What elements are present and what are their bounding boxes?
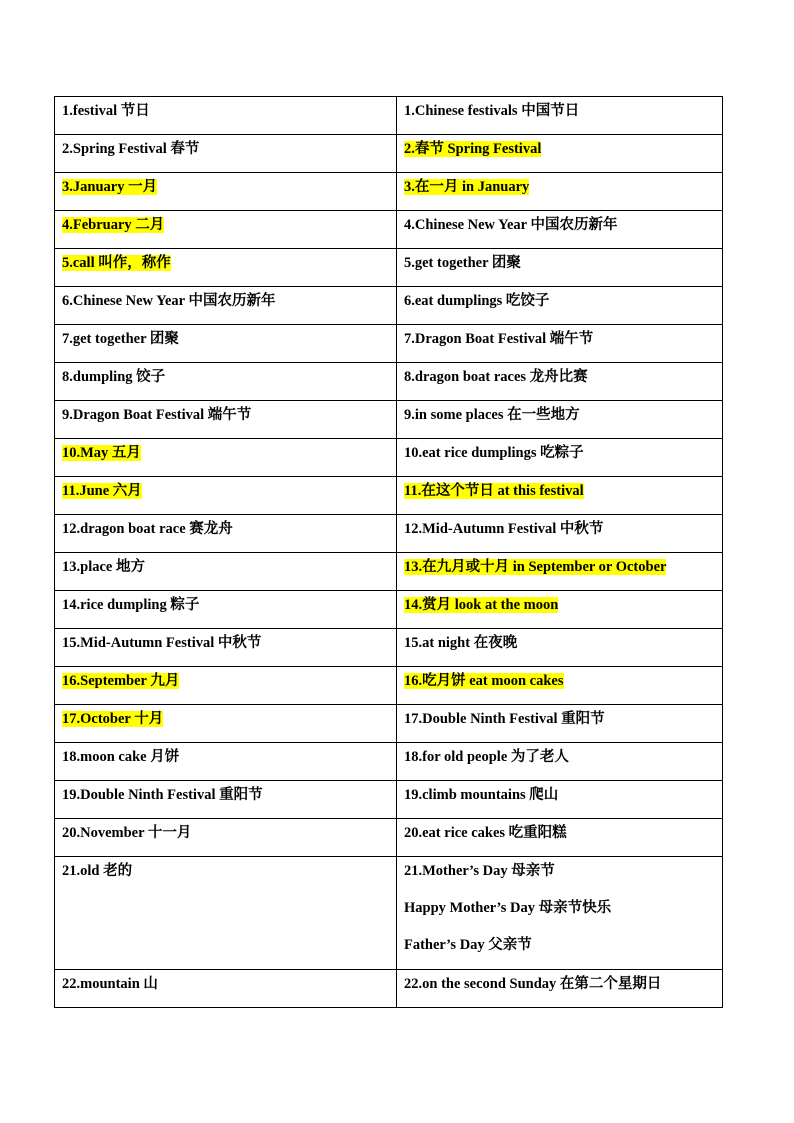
left-cell	[55, 705, 397, 743]
vocab-text: 19.Double Ninth Festival 重阳节	[62, 787, 263, 803]
right-cell	[397, 629, 723, 667]
left-cell	[55, 591, 397, 629]
vocab-line	[404, 482, 715, 501]
left-cell	[55, 249, 397, 287]
left-cell	[55, 287, 397, 325]
vocab-line	[62, 330, 389, 349]
right-cell	[397, 553, 723, 591]
table-row	[55, 401, 723, 439]
vocab-text: 7.Dragon Boat Festival 端午节	[404, 331, 594, 347]
table-row	[55, 249, 723, 287]
vocab-line	[62, 786, 389, 805]
table-row	[55, 211, 723, 249]
right-cell	[397, 970, 723, 1008]
vocab-line	[62, 596, 389, 615]
vocab-line	[404, 254, 715, 273]
highlighted-vocab-text: 11.在这个节日 at this festival	[404, 483, 584, 499]
right-cell	[397, 743, 723, 781]
vocab-line	[62, 824, 389, 843]
table-row	[55, 287, 723, 325]
right-cell	[397, 97, 723, 135]
highlighted-vocab-text: 11.June 六月	[62, 483, 142, 499]
right-cell	[397, 135, 723, 173]
vocab-line	[404, 520, 715, 539]
table-row	[55, 135, 723, 173]
vocab-line	[404, 596, 715, 615]
right-cell	[397, 515, 723, 553]
vocab-line	[404, 444, 715, 463]
vocab-text: 19.climb mountains 爬山	[404, 787, 559, 803]
left-cell	[55, 781, 397, 819]
vocab-line	[62, 710, 389, 729]
left-cell	[55, 325, 397, 363]
vocab-line	[404, 975, 715, 994]
left-cell	[55, 477, 397, 515]
highlighted-vocab-text: 5.call 叫作，称作	[62, 255, 171, 271]
vocab-line	[404, 786, 715, 805]
right-cell	[397, 173, 723, 211]
table-row	[55, 819, 723, 857]
vocab-text: 20.eat rice cakes 吃重阳糕	[404, 825, 567, 841]
vocab-line	[62, 520, 389, 539]
right-cell	[397, 401, 723, 439]
vocab-text: 12.dragon boat race 赛龙舟	[62, 521, 233, 537]
vocab-line	[62, 482, 389, 501]
highlighted-vocab-text: 13.在九月或十月 in September or October	[404, 559, 667, 575]
table-row	[55, 970, 723, 1008]
vocab-text: 21.old 老的	[62, 863, 133, 879]
highlighted-vocab-text: 17.October 十月	[62, 711, 164, 727]
right-cell	[397, 439, 723, 477]
vocab-line	[62, 178, 389, 197]
vocabulary-table	[54, 96, 723, 1008]
left-cell	[55, 857, 397, 970]
vocab-line	[404, 634, 715, 653]
right-cell	[397, 819, 723, 857]
right-cell	[397, 287, 723, 325]
vocab-text: 9.Dragon Boat Festival 端午节	[62, 407, 252, 423]
vocab-line	[62, 140, 389, 159]
right-cell	[397, 211, 723, 249]
table-row	[55, 477, 723, 515]
vocab-line	[62, 862, 389, 881]
left-cell	[55, 629, 397, 667]
vocab-text: 10.eat rice dumplings 吃粽子	[404, 445, 584, 461]
vocab-line	[404, 748, 715, 767]
vocab-text: 8.dragon boat races 龙舟比赛	[404, 369, 588, 385]
vocab-text: 2.Spring Festival 春节	[62, 141, 200, 157]
highlighted-vocab-text: 3.在一月 in January	[404, 179, 530, 195]
highlighted-vocab-text: 16.吃月饼 eat moon cakes	[404, 673, 564, 689]
highlighted-vocab-text: 4.February 二月	[62, 217, 165, 233]
left-cell	[55, 97, 397, 135]
vocab-text: 4.Chinese New Year 中国农历新年	[404, 217, 618, 233]
vocab-text: 14.rice dumpling 粽子	[62, 597, 200, 613]
table-row	[55, 743, 723, 781]
vocab-line	[404, 672, 715, 691]
left-cell	[55, 515, 397, 553]
left-cell	[55, 211, 397, 249]
vocab-text: Father’s Day 父亲节	[404, 937, 532, 953]
vocab-text: 15.Mid-Autumn Festival 中秋节	[62, 635, 262, 651]
vocab-line	[62, 444, 389, 463]
vocab-text: 7.get together 团聚	[62, 331, 179, 347]
left-cell	[55, 401, 397, 439]
highlighted-vocab-text: 3.January 一月	[62, 179, 158, 195]
table-row	[55, 705, 723, 743]
highlighted-vocab-text: 10.May 五月	[62, 445, 141, 461]
vocab-text: 22.on the second Sunday 在第二个星期日	[404, 976, 662, 992]
left-cell	[55, 363, 397, 401]
vocab-text: 12.Mid-Autumn Festival 中秋节	[404, 521, 604, 537]
table-body	[55, 97, 723, 1008]
vocab-text: 13.place 地方	[62, 559, 145, 575]
table-row	[55, 553, 723, 591]
left-cell	[55, 439, 397, 477]
table-row	[55, 857, 723, 970]
table-row	[55, 591, 723, 629]
vocab-line	[62, 292, 389, 311]
vocab-line	[62, 672, 389, 691]
right-cell	[397, 363, 723, 401]
vocab-text: 8.dumpling 饺子	[62, 369, 166, 385]
vocab-line	[62, 368, 389, 387]
right-cell	[397, 325, 723, 363]
table-row	[55, 629, 723, 667]
vocab-text: 22.mountain 山	[62, 976, 158, 992]
vocab-line	[404, 899, 715, 918]
table-row	[55, 325, 723, 363]
vocab-line	[404, 102, 715, 121]
vocab-line	[62, 975, 389, 994]
vocab-line	[62, 216, 389, 235]
left-cell	[55, 135, 397, 173]
right-cell	[397, 667, 723, 705]
left-cell	[55, 553, 397, 591]
table-row	[55, 97, 723, 135]
table-row	[55, 667, 723, 705]
left-cell	[55, 970, 397, 1008]
vocab-line	[404, 292, 715, 311]
vocab-line	[404, 368, 715, 387]
vocab-text: Happy Mother’s Day 母亲节快乐	[404, 900, 612, 916]
right-cell	[397, 705, 723, 743]
right-cell	[397, 477, 723, 515]
vocab-line	[404, 936, 715, 955]
vocab-line	[62, 254, 389, 273]
vocab-text: 18.for old people 为了老人	[404, 749, 569, 765]
vocab-line	[62, 634, 389, 653]
table-row	[55, 781, 723, 819]
vocab-line	[404, 558, 715, 577]
vocab-text: 9.in some places 在一些地方	[404, 407, 580, 423]
right-cell	[397, 781, 723, 819]
vocab-text: 6.Chinese New Year 中国农历新年	[62, 293, 276, 309]
vocab-line	[404, 406, 715, 425]
table-row	[55, 173, 723, 211]
left-cell	[55, 173, 397, 211]
vocab-text: 21.Mother’s Day 母亲节	[404, 863, 555, 879]
vocab-line	[404, 862, 715, 881]
table-row	[55, 363, 723, 401]
table-row	[55, 515, 723, 553]
vocab-line	[62, 558, 389, 577]
table-row	[55, 439, 723, 477]
right-cell	[397, 857, 723, 970]
vocab-line	[404, 216, 715, 235]
vocab-line	[404, 140, 715, 159]
vocab-line	[62, 748, 389, 767]
left-cell	[55, 743, 397, 781]
vocab-line	[404, 178, 715, 197]
highlighted-vocab-text: 16.September 九月	[62, 673, 180, 689]
vocab-text: 5.get together 团聚	[404, 255, 521, 271]
vocab-text: 1.festival 节日	[62, 103, 150, 119]
vocab-text: 15.at night 在夜晚	[404, 635, 518, 651]
vocab-line	[404, 710, 715, 729]
vocab-text: 17.Double Ninth Festival 重阳节	[404, 711, 605, 727]
right-cell	[397, 249, 723, 287]
vocab-text: 20.November 十一月	[62, 825, 192, 841]
highlighted-vocab-text: 2.春节 Spring Festival	[404, 141, 542, 157]
vocab-text: 6.eat dumplings 吃饺子	[404, 293, 550, 309]
vocab-line	[62, 102, 389, 121]
right-cell	[397, 591, 723, 629]
vocab-line	[404, 330, 715, 349]
highlighted-vocab-text: 14.赏月 look at the moon	[404, 597, 559, 613]
left-cell	[55, 819, 397, 857]
vocab-text: 1.Chinese festivals 中国节日	[404, 103, 580, 119]
vocab-line	[62, 406, 389, 425]
vocab-line	[404, 824, 715, 843]
left-cell	[55, 667, 397, 705]
vocab-text: 18.moon cake 月饼	[62, 749, 180, 765]
